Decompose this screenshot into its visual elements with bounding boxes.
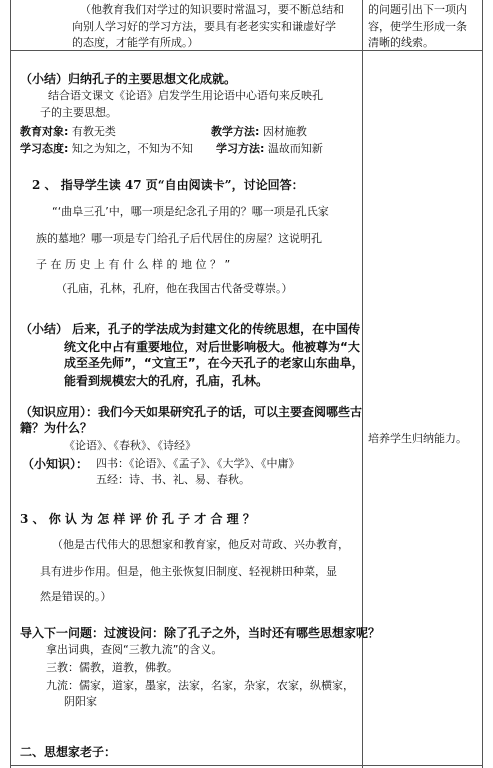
study-attitude-label: 学习态度: bbox=[20, 142, 69, 155]
text-line: 的态度，才能学有所成。） bbox=[72, 36, 199, 49]
text-line: 结合语文课文《论语》启发学生用论语中心语句来反映孔 bbox=[48, 89, 323, 102]
small-knowledge-label: （小知识）： bbox=[22, 457, 89, 471]
edu-object-row bbox=[20, 125, 116, 139]
nine-schools: 阴阳家 bbox=[64, 695, 97, 708]
question-text: “‘曲阜三孔’中，哪一项是纪念孔子用的？哪一项是孔氏家 bbox=[52, 205, 329, 218]
note-text: 培养学生归纳能力。 bbox=[368, 432, 467, 445]
study-attitude-row bbox=[20, 142, 193, 156]
study-attitude-value: 知之为知之，不知为不知 bbox=[71, 142, 193, 155]
teaching-method-value: 因材施教 bbox=[262, 125, 307, 138]
text-line: 向别人学习好的学习方法，要具有老老实实和谦虚好学 bbox=[72, 20, 336, 33]
study-method-row bbox=[216, 142, 323, 156]
summary-text: 成至圣先师”，“文宣王”，在今天孔子的老家山东曲阜， bbox=[64, 356, 364, 370]
summary-text: （小结） 后来，孔子的学法成为封建文化的传统思想，在中国传 bbox=[20, 322, 361, 336]
table-right-border bbox=[482, 0, 483, 768]
row-divider bbox=[10, 50, 483, 51]
note-text: 清晰的线索。 bbox=[368, 36, 434, 49]
teaching-method-label: 教学方法: bbox=[211, 125, 260, 138]
table-left-border bbox=[10, 0, 11, 768]
summary-heading: （小结）归纳孔子的主要思想文化成就。 bbox=[20, 72, 237, 86]
note-text: 的问题引出下一项内 bbox=[368, 3, 467, 16]
edu-object-label: 教育对象: bbox=[20, 125, 69, 138]
five-classics: 五经：诗、书、礼、易、春秋。 bbox=[96, 473, 250, 486]
book-list: 《论语》、《春秋》、《诗经》 bbox=[64, 439, 196, 452]
summary-text: 能看到规模宏大的孔府，孔庙，孔林。 bbox=[64, 374, 269, 388]
answer-text: （孔庙，孔林，孔府，他在我国古代备受尊崇。） bbox=[56, 282, 293, 295]
question-3-heading: 3 、 你 认 为 怎 样 评 价 孔 子 才 合 理 ？ bbox=[20, 512, 255, 526]
question-text: 族的墓地？哪一项是专门给孔子后代居住的房屋？这说明孔 bbox=[36, 232, 322, 245]
study-method-value: 温故而知新 bbox=[267, 142, 323, 155]
table-column-divider bbox=[362, 0, 363, 768]
study-method-label: 学习方法: bbox=[216, 142, 265, 155]
three-teachings: 三教：儒教，道教，佛教。 bbox=[46, 661, 178, 674]
summary-text: 统文化中占有重要地位，对后世影响极大。他被尊为“大 bbox=[64, 340, 360, 354]
section-heading: 二、思想家老子： bbox=[20, 745, 117, 759]
edu-object-value: 有教无类 bbox=[71, 125, 116, 138]
answer-text: （他是古代伟大的思想家和教育家，他反对苛政、兴办教育， bbox=[52, 538, 349, 551]
answer-text: 具有进步作用。但是，他主张恢复旧制度、轻视耕田种菜，显 bbox=[40, 565, 337, 578]
text-line: 拿出词典，查阅“三教九流”的含义。 bbox=[46, 643, 223, 656]
note-text: 容，使学生形成一条 bbox=[368, 20, 467, 33]
knowledge-application: （知识应用）：我们今天如果研究孔子的话，可以主要查阅哪些古 bbox=[20, 405, 363, 419]
knowledge-application: 籍？为什么？ bbox=[20, 421, 93, 435]
table-bottom-border bbox=[10, 765, 483, 766]
answer-text: 然是错误的。） bbox=[40, 590, 112, 603]
four-books: 四书：《论语》、《孟子》、《大学》、《中庸》 bbox=[96, 457, 300, 470]
next-question-heading: 导入下一问题：过渡设问：除了孔子之外，当时还有哪些思想家呢？ bbox=[20, 626, 381, 640]
text-line: （他教育我们对学过的知识要时常温习，要不断总结和 bbox=[80, 3, 344, 16]
teaching-method-row bbox=[211, 125, 307, 139]
nine-schools: 九流：儒家，道家，墨家，法家，名家，杂家，农家，纵横家， bbox=[46, 679, 354, 692]
question-2-heading: 2 、 指导学生读 47 页“自由阅读卡”，讨论回答： bbox=[32, 178, 304, 192]
text-line: 子的主要思想。 bbox=[40, 106, 117, 119]
question-text: 子 在 历 史 上 有 什 么 样 的 地 位 ？ ” bbox=[36, 258, 231, 271]
